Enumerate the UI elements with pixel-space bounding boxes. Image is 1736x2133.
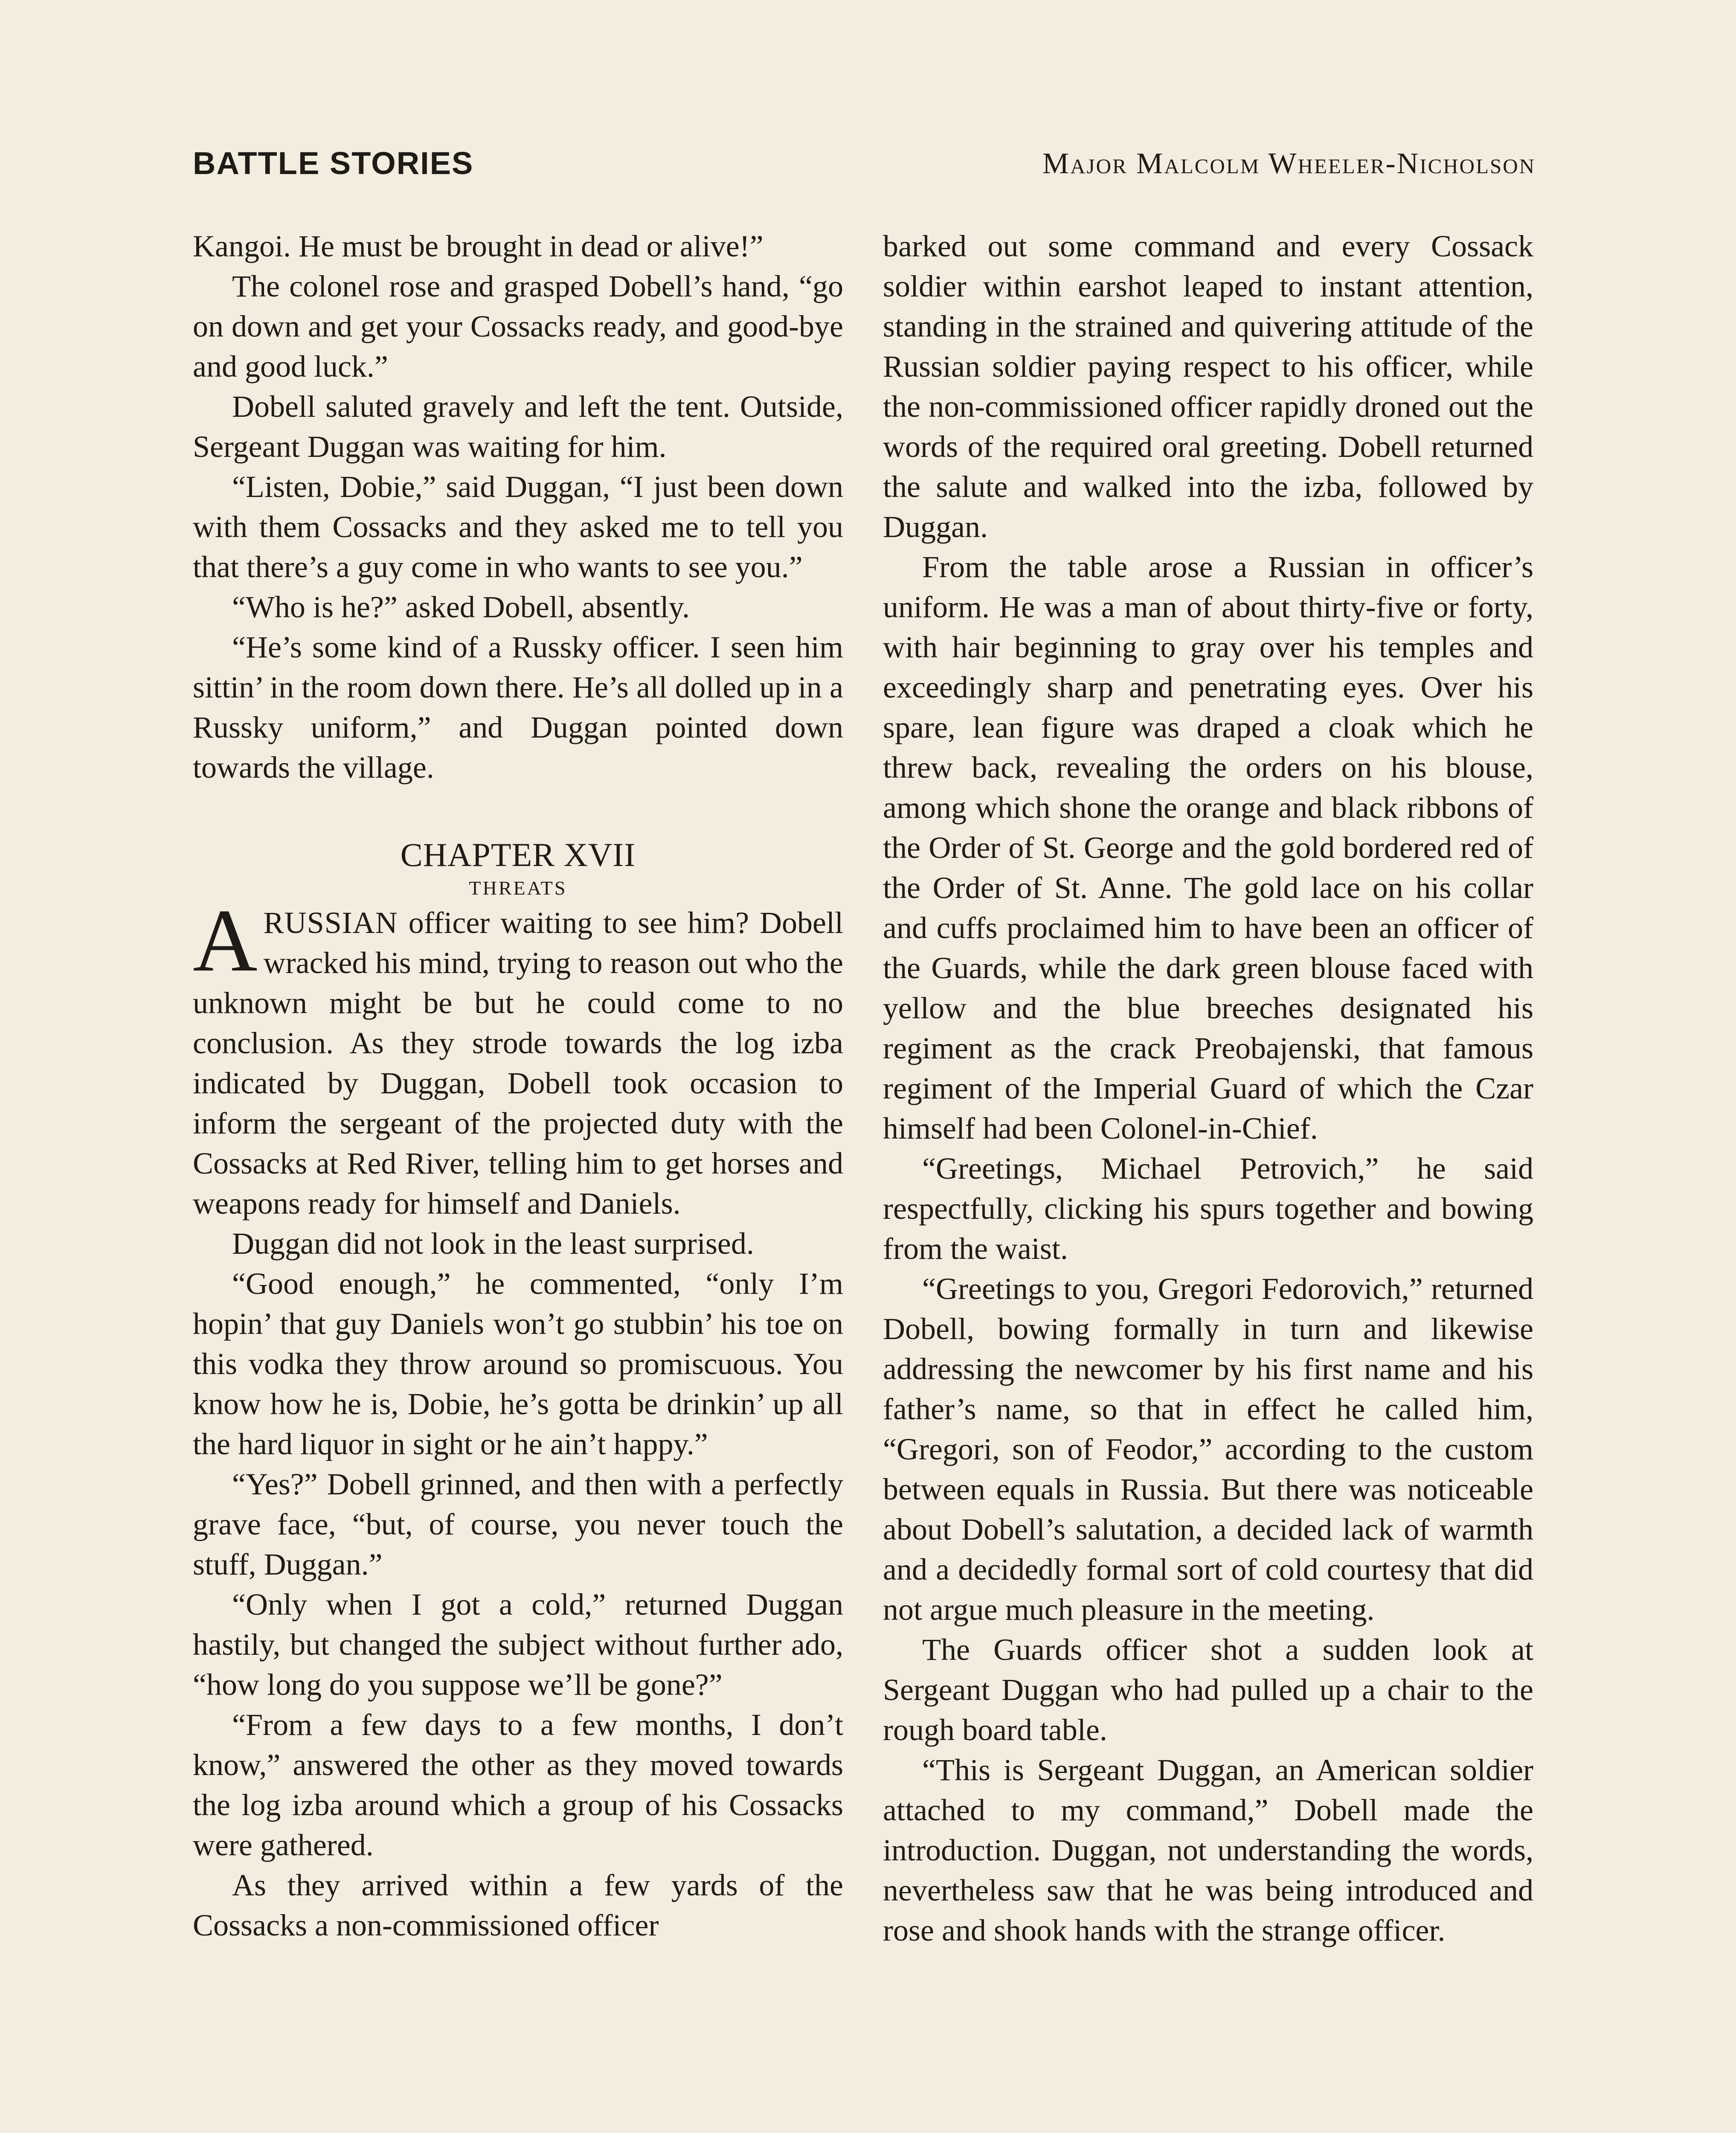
paragraph: The colonel rose and grasped Dobell’s hand, “go on down and get your Cossacks ready, and good-bye and good luck.”	[193, 269, 843, 384]
opening-text: officer waiting to see him? Dobell wracked his mind, trying to reason out who the unknown might be but he could come to no conclusion. As they strode towards the log izba indicated by Duggan, Dobell took occasion to inform the sergeant of the projected duty with the Cossacks at Red River, telling him to get horses and weapons ready for himself and Daniels.	[193, 906, 843, 1221]
paragraph: The Guards officer shot a sudden look at Sergeant Duggan who had pulled up a chair to the rough board table.	[883, 1633, 1533, 1747]
paragraph: “This is Sergeant Duggan, an American soldier attached to my command,” Dobell made the introduction. Duggan, not understanding the words, nevertheless saw that he was being introduced and rose and shook hands with the strange officer.	[883, 1753, 1533, 1947]
running-header-title: BATTLE STORIES	[193, 145, 474, 181]
paragraph: “Listen, Dobie,” said Duggan, “I just been down with them Cossacks and they asked me to tell you that there’s a guy come in who wants to see you.”	[193, 470, 843, 584]
paragraph: “Good enough,” he commented, “only I’m hopin’ that guy Daniels won’t go stubbin’ his toe on this vodka they throw around so promiscuous. You know how he is, Dobie, he’s gotta be drinkin’ up all the hard liquor in sight or he ain’t happy.”	[193, 1267, 843, 1461]
paragraph: Kangoi. He must be brought in dead or alive!”	[193, 229, 763, 263]
paragraph: Duggan did not look in the least surprised.	[232, 1226, 754, 1261]
paragraph: “Who is he?” asked Dobell, absently.	[232, 590, 690, 624]
paragraph: “He’s some kind of a Russky officer. I seen him sittin’ in the room down there. He’s all dolled up in a Russky uniform,” and Duggan pointed down towards the village.	[193, 630, 843, 785]
paragraph: “Greetings to you, Gregori Fedorovich,” returned Dobell, bowing formally in turn and likewise addressing the newcomer by his first name and his father’s name, so that in effect he called him, “Gregori, son of Feodor,” according to the custom between equals in Russia. But there was noticeable about Dobell’s salutation, a decided lack of warmth and a decidedly formal sort of cold courtesy that did not argue much pleasure in the meeting.	[883, 1272, 1533, 1627]
paragraph: “Only when I got a cold,” returned Duggan hastily, but changed the subject without further ado, “how long do you suppose we’ll be gone?”	[193, 1587, 843, 1702]
opening-caps: RUSSIAN	[263, 906, 398, 940]
paragraph: As they arrived within a few yards of the Cossacks a non-commissioned officer	[193, 1868, 843, 1942]
chapter-subtitle: THREATS	[469, 877, 567, 899]
paragraph: “From a few days to a few months, I don’t know,” answered the other as they moved towards the log izba around which a group of his Cossacks were gathered.	[193, 1708, 843, 1862]
left-column	[193, 226, 843, 1945]
chapter-opening-paragraph	[193, 891, 843, 1223]
paragraph: Dobell saluted gravely and left the tent. Outside, Sergeant Duggan was waiting for him.	[193, 389, 843, 464]
right-column	[883, 226, 1533, 1950]
paragraph: From the table arose a Russian in officer’s uniform. He was a man of about thirty-five or forty, with hair beginning to gray over his temples and exceedingly sharp and penetrating eyes. Over his spare, lean figure was draped a cloak which he threw back, revealing the orders on his blouse, among which shone the orange and black ribbons of the Order of St. George and the gold bordered red of the Order of St. Anne. The gold lace on his collar and cuffs proclaimed him to have been an officer of the Guards, while the dark green blouse faced with yellow and the blue breeches designated his regiment as the crack Preobajenski, that famous regiment of the Imperial Guard of which the Czar himself had been Colonel-in-Chief.	[883, 550, 1533, 1145]
paragraph: “Greetings, Michael Petrovich,” he said respectfully, clicking his spurs together and bowing from the waist.	[883, 1151, 1533, 1266]
paragraph: “Yes?” Dobell grinned, and then with a perfectly grave face, “but, of course, you never touch the stuff, Duggan.”	[193, 1467, 843, 1581]
paragraph: barked out some command and every Cossack soldier within earshot leaped to instant attention, standing in the strained and quivering attitude of the Russian soldier paying respect to his officer, while the non-commissioned officer rapidly droned out the words of the required oral greeting. Dobell returned the salute and walked into the izba, followed by Duggan.	[883, 229, 1533, 544]
running-header-author: Major Malcolm Wheeler-Nicholson	[1042, 147, 1536, 180]
drop-cap: A	[193, 891, 258, 990]
chapter-heading: CHAPTER XVII	[400, 836, 636, 873]
